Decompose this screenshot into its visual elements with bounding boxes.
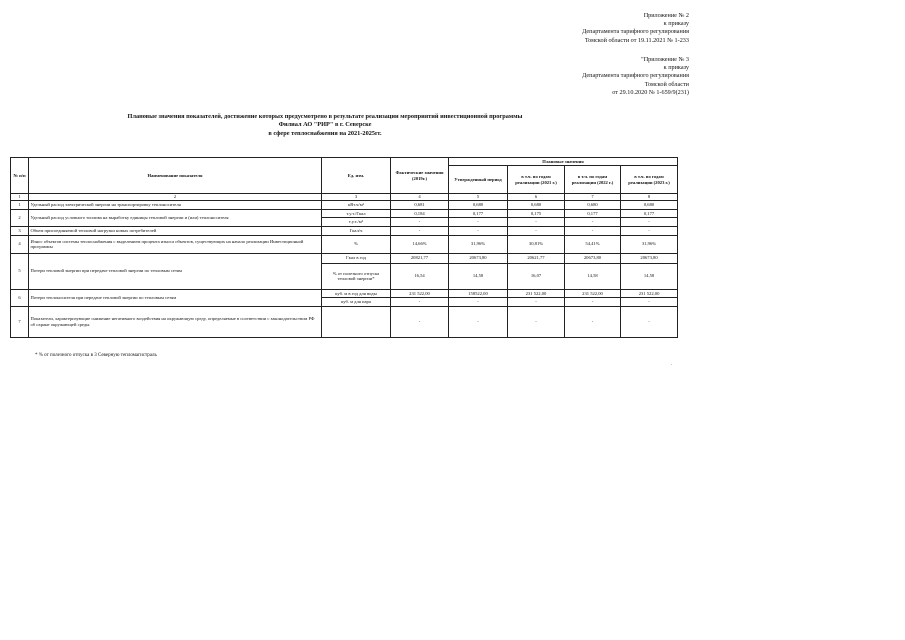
index-cell: 1 [11,194,29,201]
unit-cell: Гкал/ч [322,226,391,235]
value-2023: - [621,306,678,337]
row-num: 2 [11,209,29,226]
approved-value: - [449,298,508,307]
value-2022: 14,58 [565,263,621,289]
approved-value: 14,58 [449,263,508,289]
value-2021: - [508,298,565,307]
header-planned-group: Плановые значения [449,158,678,166]
approved-value: 158522,00 [449,289,508,298]
unit-cell: куб. м для пара [322,298,391,307]
appendix-2-line-2: к приказу [663,64,689,72]
unit-cell: Гкал в год [322,253,391,263]
unit-cell: т.у.т./Гкал [322,209,391,218]
value-2021: 231 522,00 [508,289,565,298]
appendix-header-2 [582,56,689,97]
indicator-name: Потери тепловой энергии при передаче тепловой энергии по тепловым сетям [29,253,322,289]
approved-value: - [449,226,508,235]
unit-cell: % от полезного отпуска тепловой энергии* [322,263,391,289]
appendix-2-line-4: Томской области [644,80,689,88]
index-cell: 4 [391,194,449,201]
unit-cell: т.у.т./м³ [322,218,391,227]
column-index-row [11,194,678,201]
value-2023: 231 522,00 [621,289,678,298]
title-line-1: Плановые значения показателей, достижение которых предусмотрено в результате реализации мероприятий инвестиционной программы [127,113,523,120]
document-title [100,113,550,138]
actual-value: 14,66% [391,235,449,253]
header-num: № п/п [11,158,29,194]
appendix-1-line-3: Департамента тарифного регулирования [582,28,689,36]
approved-value: 0,680 [449,200,508,209]
value-2023: 20673,80 [621,253,678,263]
value-2021: - [508,306,565,337]
appendix-1-line-4: Томской области от 19.11.2021 № 1-233 [584,36,689,44]
header-actual: Фактические значения (2019г.) [391,158,449,194]
title-line-2: Филиал АО "РИР" в г. Северске [278,121,372,129]
index-cell: 2 [29,194,322,201]
value-2022: - [565,218,621,227]
approved-value: 31,96% [449,235,508,253]
indicator-name: Удельный расход условного топлива на выработку единицы тепловой энергии и (или) теплоносителя [29,209,322,226]
index-cell: 6 [508,194,565,201]
unit-cell: % [322,235,391,253]
row-num: 4 [11,235,29,253]
appendix-2-line-3: Департамента тарифного регулирования [582,72,689,80]
appendix-1-line-2: к приказу [663,20,689,28]
index-cell: 8 [621,194,678,201]
actual-value: - [391,306,449,337]
indicator-name: Объем присоединяемой тепловой нагрузки новых потребителей [29,226,322,235]
title-line-3: в сфере теплоснабжения на 2021-2025гг. [268,129,382,137]
table-row [11,253,678,263]
value-2022: 0,177 [565,209,621,218]
value-2023: - [621,298,678,307]
approved-value: 0,177 [449,209,508,218]
value-2023: 14,58 [621,263,678,289]
header-year-2023: в т.ч. по годам реализации (2023 г.) [621,166,678,194]
indicator-name: Потери теплоносителя при передаче тепловой энергии по тепловым сетям [29,289,322,306]
appendix-2-line-1: "Приложение № 3 [641,56,689,63]
value-2021: 30,81% [508,235,565,253]
table-row [11,306,678,337]
value-2023: - [621,226,678,235]
row-num: 7 [11,306,29,337]
footnote: * % от полезного отпуска в 3 Северную тепломагистраль [35,353,157,358]
value-2022: - [565,298,621,307]
unit-cell: кВт.ч/м³ [322,200,391,209]
value-2022: 54,41% [565,235,621,253]
value-2023: 0,177 [621,209,678,218]
value-2022: 231 522,00 [565,289,621,298]
actual-value: 0,184 [391,209,449,218]
indicator-name: Удельный расход электрической энергии на транспортировку теплоносителя [29,200,322,209]
value-2022: 20673,80 [565,253,621,263]
unit-cell: куб. м в год для воды [322,289,391,298]
approved-value: - [449,218,508,227]
page-mark: " [671,363,673,367]
header-name: Наименование показателя [29,158,322,194]
value-2023: 0,680 [621,200,678,209]
header-year-2021: в т.ч. по годам реализации (2021 г.) [508,166,565,194]
table-row [11,235,678,253]
indicator-name: Показатели, характеризующие снижение негативного воздействия на окружающую среду, определяемые в соответствии с законодательством РФ об охране окружающей среды. [29,306,322,337]
table-row [11,289,678,298]
index-cell: 7 [565,194,621,201]
value-2023: - [621,218,678,227]
actual-value: - [391,226,449,235]
actual-value: 16,54 [391,263,449,289]
header-year-2022: в т.ч. по годам реализации (2022 г.) [565,166,621,194]
actual-value: 0,681 [391,200,449,209]
value-2021: 0,175 [508,209,565,218]
row-num: 5 [11,253,29,289]
actual-value: 20821,77 [391,253,449,263]
appendix-1-line-1: Приложение № 2 [643,12,689,19]
value-2022: - [565,226,621,235]
value-2021: 20621,77 [508,253,565,263]
value-2021: - [508,218,565,227]
unit-cell [322,306,391,337]
actual-value: - [391,298,449,307]
indicator-name: Износ объектов системы теплоснабжения с выделением процента износа объектов, существующих на начало реализации Инвестиционной программы [29,235,322,253]
value-2021: - [508,226,565,235]
row-num: 6 [11,289,29,306]
indicators-table [10,157,678,338]
value-2021: 16,07 [508,263,565,289]
approved-value: 20673,80 [449,253,508,263]
value-2022: - [565,306,621,337]
table-row [11,209,678,218]
value-2023: 31,96% [621,235,678,253]
index-cell: 3 [322,194,391,201]
row-num: 1 [11,200,29,209]
value-2021: 0,680 [508,200,565,209]
header-unit: Ед. изм. [322,158,391,194]
header-approved: Утвержденный период [449,166,508,194]
actual-value: 231 522,00 [391,289,449,298]
approved-value: - [449,306,508,337]
table-row [11,226,678,235]
index-cell: 5 [449,194,508,201]
appendix-header-1 [582,12,689,45]
table-row [11,200,678,209]
actual-value: - [391,218,449,227]
row-num: 3 [11,226,29,235]
value-2022: 0,680 [565,200,621,209]
appendix-2-line-5: от 29.10.2020 № 1-659/9(231) [612,88,689,96]
